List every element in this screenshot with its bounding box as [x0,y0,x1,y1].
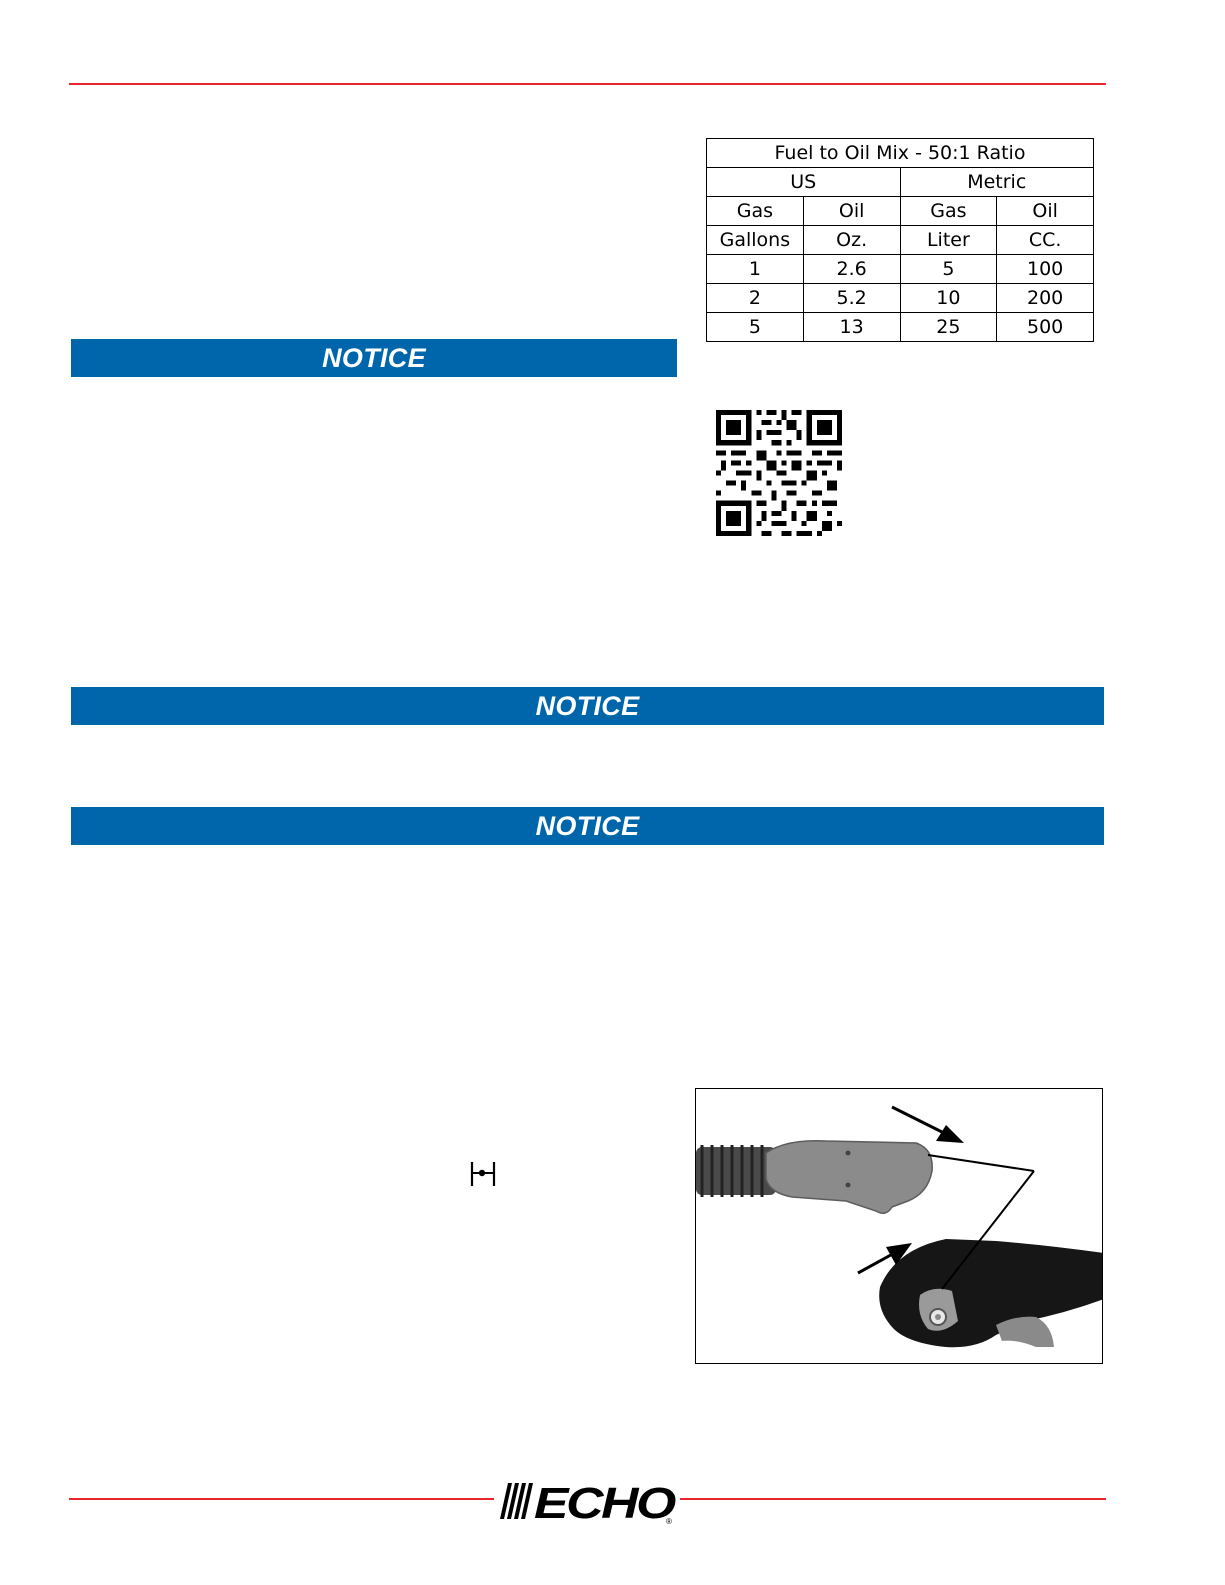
echo-logo [498,1479,684,1525]
unit-header: CC. [997,226,1094,255]
table-title: Fuel to Oil Mix - 50:1 Ratio [707,139,1094,168]
table-row [707,255,1094,284]
table-cell: 1 [707,255,804,284]
footer-rule-right [680,1498,1106,1500]
table-unit-row [707,226,1094,255]
table-group-row [707,168,1094,197]
unit-header: Gallons [707,226,804,255]
table-cell: 5 [900,255,997,284]
table-row [707,313,1094,342]
throttle-handle [879,1239,1103,1347]
table-row [707,284,1094,313]
arrow-upper [892,1107,964,1143]
registered-mark: ® [666,1517,672,1525]
notice-banner-2: NOTICE [71,687,1104,725]
table-cell: 200 [997,284,1094,313]
table-cell: 2.6 [803,255,900,284]
table-cell: 100 [997,255,1094,284]
table-cell: 10 [900,284,997,313]
column-header: Oil [997,197,1094,226]
footer-rule-left [69,1498,494,1500]
table-cell: 5 [707,313,804,342]
handle-illustration [696,1089,1103,1364]
group-header-us: US [707,168,901,197]
table-cell: 5.2 [803,284,900,313]
table-cell: 25 [900,313,997,342]
logo-text: ECHO [534,1479,677,1525]
leader-line [928,1155,1034,1171]
stop-switch-symbol-icon [469,1160,497,1188]
group-header-metric: Metric [900,168,1094,197]
column-header: Gas [900,197,997,226]
table-cell: 2 [707,284,804,313]
table-cell: 13 [803,313,900,342]
notice-banner-3: NOTICE [71,807,1104,845]
notice-banner-1: NOTICE [71,339,677,377]
table-title-row [707,139,1094,168]
table-cell: 500 [997,313,1094,342]
qr-code-icon[interactable] [716,410,842,536]
unit-header: Liter [900,226,997,255]
header-rule [69,83,1106,85]
column-header: Oil [803,197,900,226]
table-header-row [707,197,1094,226]
fuel-oil-mix-table [706,138,1094,342]
handle-photo [695,1088,1103,1364]
unit-header: Oz. [803,226,900,255]
corrugated-tube [696,1145,776,1197]
column-header: Gas [707,197,804,226]
